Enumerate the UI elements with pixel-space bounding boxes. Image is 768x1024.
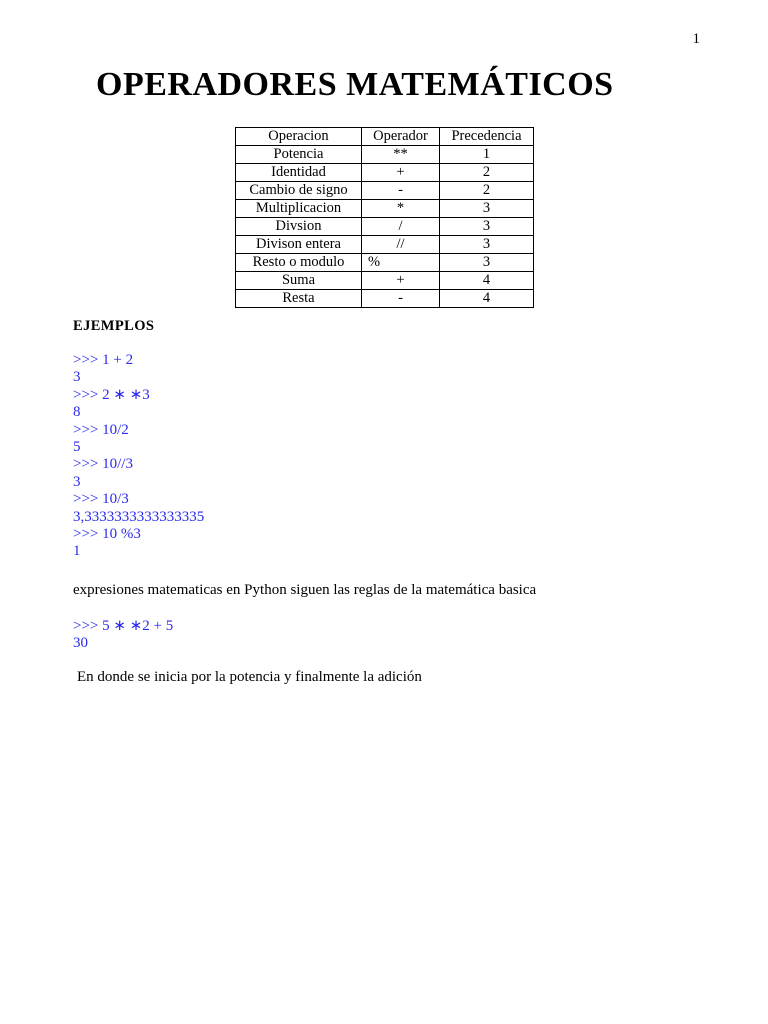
code-examples-2 (73, 618, 173, 653)
table-row (236, 182, 534, 200)
code-examples (73, 352, 204, 561)
table-header-precedencia: Precedencia (440, 128, 534, 146)
table-cell-operador: - (362, 290, 440, 308)
table-cell-precedencia: 3 (440, 218, 534, 236)
code-output: 30 (73, 635, 88, 652)
table-cell-operador: // (362, 236, 440, 254)
table-cell-operacion: Resta (236, 290, 362, 308)
code-output: 3,3333333333333335 (73, 508, 205, 525)
table-cell-operador: - (362, 182, 440, 200)
table-cell-operador: ** (362, 146, 440, 164)
code-output: 8 (73, 404, 81, 421)
code-line: >>> 10/3 (73, 491, 129, 508)
table-cell-precedencia: 1 (440, 146, 534, 164)
table-header-operador: Operador (362, 128, 440, 146)
table-row (236, 146, 534, 164)
examples-heading: EJEMPLOS (73, 318, 155, 334)
table-cell-operador: * (362, 200, 440, 218)
code-output: 5 (73, 439, 81, 456)
code-line: >>> 10 %3 (73, 526, 141, 543)
table-cell-operador: / (362, 218, 440, 236)
table-cell-precedencia: 3 (440, 254, 534, 272)
code-line: >>> 10/2 (73, 421, 129, 438)
paragraph-precedence-note: En donde se inicia por la potencia y finalmente la adición (77, 669, 422, 685)
table-header-operacion: Operacion (236, 128, 362, 146)
operators-table (235, 127, 534, 308)
code-output: 3 (73, 473, 81, 490)
table-row (236, 200, 534, 218)
table-cell-operacion: Multiplicacion (236, 200, 362, 218)
code-line: >>> 5 ∗ ∗2 + 5 (73, 618, 174, 634)
table-cell-operacion: Potencia (236, 146, 362, 164)
table-cell-precedencia: 3 (440, 200, 534, 218)
table-row (236, 164, 534, 182)
table-cell-operador: + (362, 164, 440, 182)
table-row (236, 254, 534, 272)
table-cell-operador: + (362, 272, 440, 290)
table-cell-precedencia: 4 (440, 272, 534, 290)
page-title: OPERADORES MATEMÁTICOS (96, 66, 614, 103)
paragraph-python-rules: expresiones matematicas en Python siguen las reglas de la matemática basica (73, 582, 537, 598)
table-cell-operador: % (362, 254, 440, 272)
table-cell-operacion: Cambio de signo (236, 182, 362, 200)
table-cell-operacion: Resto o modulo (236, 254, 362, 272)
code-output: 3 (73, 369, 81, 386)
code-line: >>> 1 + 2 (73, 352, 134, 368)
table-cell-operacion: Divison entera (236, 236, 362, 254)
table-cell-precedencia: 2 (440, 182, 534, 200)
table-header-row (236, 128, 534, 146)
table-row (236, 290, 534, 308)
code-output: 1 (73, 543, 81, 560)
table-cell-operacion: Suma (236, 272, 362, 290)
table-row (236, 236, 534, 254)
table-cell-precedencia: 2 (440, 164, 534, 182)
table-cell-operacion: Divsion (236, 218, 362, 236)
table-cell-precedencia: 3 (440, 236, 534, 254)
code-line: >>> 2 ∗ ∗3 (73, 386, 150, 403)
table-cell-precedencia: 4 (440, 290, 534, 308)
table-row (236, 218, 534, 236)
code-line: >>> 10//3 (73, 456, 133, 473)
table-row (236, 272, 534, 290)
page-number: 1 (692, 31, 700, 47)
table-cell-operacion: Identidad (236, 164, 362, 182)
